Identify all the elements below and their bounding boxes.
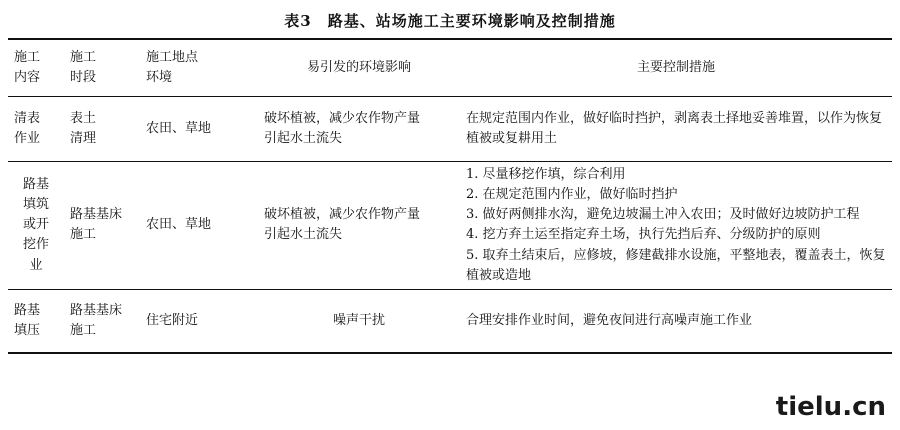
cell-period: 表土 清理 bbox=[64, 97, 140, 162]
cell-period: 路基基床 施工 bbox=[64, 162, 140, 290]
cell-content: 清表 作业 bbox=[8, 97, 64, 162]
cell-content: 路基 填压 bbox=[8, 289, 64, 353]
measure-item: 2. 在规定范围内作业，做好临时挡护 bbox=[466, 187, 678, 203]
header-construction-content: 施工 内容 bbox=[8, 39, 64, 97]
cell-impact: 噪声干扰 bbox=[258, 289, 460, 353]
header-control-measures: 主要控制措施 bbox=[460, 39, 892, 97]
cell-impact: 破坏植被，减少农作物产量 引起水土流失 bbox=[258, 162, 460, 290]
table-title: 表3 路基、站场施工主要环境影响及控制措施 bbox=[284, 12, 616, 30]
cell-measures: 在规定范围内作业，做好临时挡护，剥离表土择地妥善堆置，以作为恢复植被或复耕用土 bbox=[460, 97, 892, 162]
site-watermark: tielu.cn bbox=[775, 392, 886, 422]
cell-impact: 破坏植被，减少农作物产量 引起水土流失 bbox=[258, 97, 460, 162]
cell-measures: 合理安排作业时间，避免夜间进行高噪声施工作业 bbox=[460, 289, 892, 353]
header-construction-location: 施工地点 环境 bbox=[140, 39, 258, 97]
cell-location: 住宅附近 bbox=[140, 289, 258, 353]
cell-period: 路基基床 施工 bbox=[64, 289, 140, 353]
measure-item: 1. 尽量移挖作填，综合利用 bbox=[466, 167, 626, 182]
measure-item: 5. 取弃土结束后，应修坡，修建截排水设施，平整地表，覆盖表土，恢复植被或造地 bbox=[466, 247, 886, 283]
table-header-row bbox=[8, 39, 892, 97]
table-row bbox=[8, 162, 892, 290]
table-row bbox=[8, 289, 892, 353]
cell-measures bbox=[460, 162, 892, 290]
header-environment-impact: 易引发的环境影响 bbox=[258, 39, 460, 97]
measure-item: 4. 挖方弃土运至指定弃土场，执行先挡后弃、分级防护的原则 bbox=[466, 227, 821, 243]
cell-content: 路基 填筑 或开 挖作 业 bbox=[8, 162, 64, 290]
environment-measures-table bbox=[8, 38, 892, 354]
cell-location: 农田、草地 bbox=[140, 162, 258, 290]
cell-location: 农田、草地 bbox=[140, 97, 258, 162]
measure-item: 3. 做好两侧排水沟，避免边坡漏土冲入农田；及时做好边坡防护工程 bbox=[466, 207, 860, 223]
header-construction-period: 施工 时段 bbox=[64, 39, 140, 97]
table-row bbox=[8, 97, 892, 162]
